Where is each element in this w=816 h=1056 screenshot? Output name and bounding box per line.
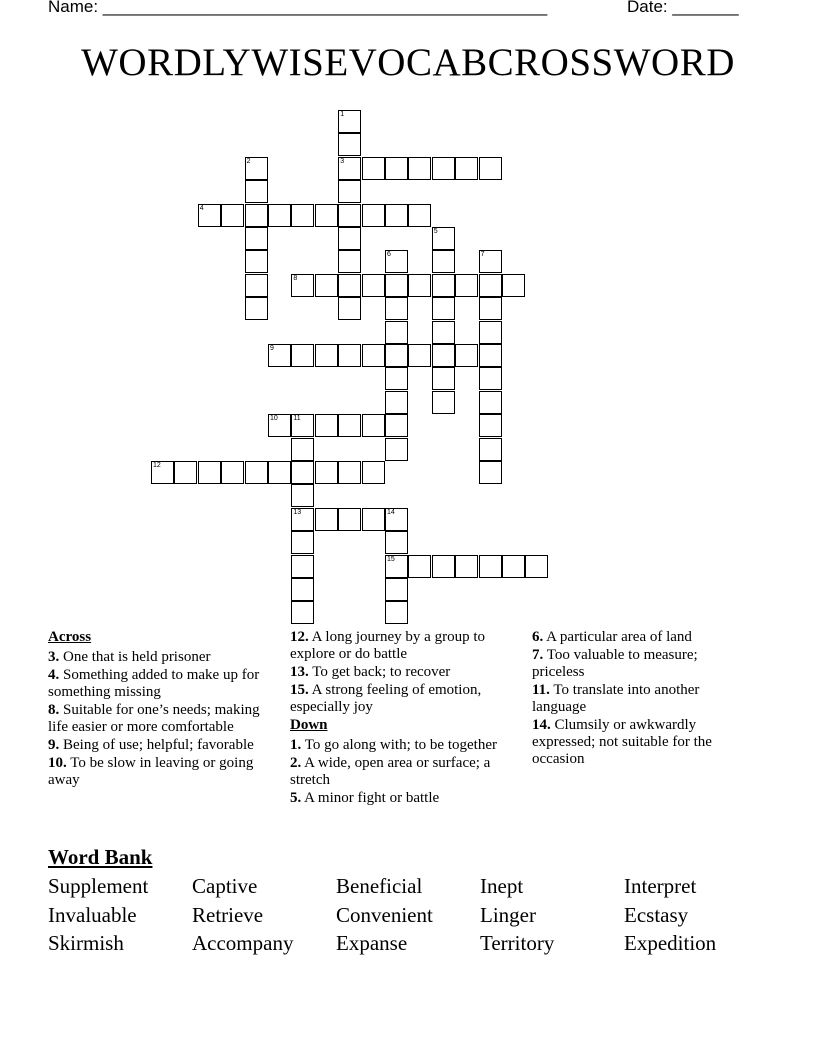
clue-down-2: 2. A wide, open area or surface; a stretch <box>290 755 491 788</box>
crossword-cell[interactable] <box>502 274 525 297</box>
crossword-cell[interactable] <box>408 555 431 578</box>
crossword-cell[interactable] <box>432 555 455 578</box>
crossword-cell[interactable] <box>455 344 478 367</box>
crossword-cell[interactable] <box>315 414 338 437</box>
crossword-cell[interactable] <box>385 531 408 554</box>
crossword-cell[interactable] <box>338 344 361 367</box>
crossword-cell[interactable] <box>174 461 197 484</box>
crossword-cell[interactable] <box>408 157 431 180</box>
crossword-cell[interactable] <box>291 414 314 437</box>
crossword-cell[interactable] <box>479 250 502 273</box>
cell-number: 5 <box>433 228 438 235</box>
cell-number: 4 <box>199 204 204 212</box>
clues-column-2 <box>290 629 518 808</box>
crossword-cell[interactable] <box>268 344 291 367</box>
puzzle-title: WORDLYWISEVOCABCROSSWORD <box>81 41 735 84</box>
crossword-cell[interactable] <box>385 578 408 601</box>
crossword-cell[interactable] <box>479 274 502 297</box>
clue-down-14: 14. Clumsily or awkwardly expressed; not suitable for the occasion <box>532 717 712 767</box>
word-bank-word: Skirmish <box>48 931 124 955</box>
word-bank-word: Captive <box>192 874 258 898</box>
crossword-cell[interactable] <box>479 344 502 367</box>
crossword-cell[interactable] <box>291 438 314 461</box>
crossword-cell[interactable] <box>385 204 408 227</box>
word-bank-word: Linger <box>480 903 536 927</box>
cell-number: 14 <box>387 508 395 516</box>
crossword-cell[interactable] <box>479 157 502 180</box>
cell-number: 8 <box>293 274 298 282</box>
crossword-cell[interactable] <box>338 133 361 156</box>
crossword-cell[interactable] <box>245 297 268 320</box>
crossword-cell[interactable] <box>245 157 268 180</box>
clue-down-6: 6. A particular area of land <box>532 629 692 645</box>
crossword-cell[interactable] <box>362 157 385 180</box>
crossword-cell[interactable] <box>362 461 385 484</box>
crossword-cell[interactable] <box>385 438 408 461</box>
crossword-cell[interactable] <box>338 274 361 297</box>
crossword-cell[interactable] <box>245 461 268 484</box>
crossword-cell[interactable] <box>479 391 502 414</box>
crossword-cell[interactable] <box>338 250 361 273</box>
crossword-cell[interactable] <box>291 274 314 297</box>
word-bank-word: Expedition <box>624 931 717 955</box>
crossword-cell[interactable] <box>291 555 314 578</box>
crossword-cell[interactable] <box>221 204 244 227</box>
clue-across-8: 8. Suitable for one’s needs; making life easier or more comfortable <box>48 702 260 735</box>
across-heading: Across <box>48 629 92 645</box>
crossword-cell[interactable] <box>479 321 502 344</box>
crossword-cell[interactable] <box>455 274 478 297</box>
cell-number: 10 <box>270 415 278 423</box>
word-bank-word: Convenient <box>336 903 433 927</box>
crossword-cell[interactable] <box>502 555 525 578</box>
crossword-cell[interactable] <box>432 250 455 273</box>
crossword-cell[interactable] <box>479 438 502 461</box>
crossword-cell[interactable] <box>479 367 502 390</box>
crossword-cell[interactable] <box>362 508 385 531</box>
crossword-cell[interactable] <box>221 461 244 484</box>
crossword-cell[interactable] <box>455 555 478 578</box>
crossword-cell[interactable] <box>385 321 408 344</box>
crossword-cell[interactable] <box>385 391 408 414</box>
crossword-cell[interactable] <box>338 157 361 180</box>
cell-number: 11 <box>293 415 301 423</box>
crossword-cell[interactable] <box>385 297 408 320</box>
crossword-cell[interactable] <box>245 227 268 250</box>
crossword-cell[interactable] <box>432 367 455 390</box>
cell-number: 9 <box>270 345 274 352</box>
crossword-cell[interactable] <box>362 414 385 437</box>
clue-across-13: 13. To get back; to recover <box>290 664 451 680</box>
cell-number: 1 <box>340 111 345 118</box>
crossword-cell[interactable] <box>338 227 361 250</box>
crossword-cell[interactable] <box>432 157 455 180</box>
word-bank-word: Ecstasy <box>624 903 689 927</box>
crossword-cell[interactable] <box>432 391 455 414</box>
crossword-cell[interactable] <box>291 578 314 601</box>
crossword-cell[interactable] <box>291 601 314 624</box>
crossword-cell[interactable] <box>385 274 408 297</box>
cell-number: 2 <box>246 157 251 165</box>
word-bank-word: Supplement <box>48 874 149 898</box>
crossword-cell[interactable] <box>291 484 314 507</box>
crossword-cell[interactable] <box>245 250 268 273</box>
cell-number: 12 <box>153 462 161 469</box>
clue-across-10: 10. To be slow in leaving or going away <box>48 755 254 788</box>
clue-down-5: 5. A minor fight or battle <box>290 790 440 806</box>
word-bank-word: Interpret <box>624 874 697 898</box>
crossword-cell[interactable] <box>291 508 314 531</box>
word-bank-word: Territory <box>480 931 555 955</box>
crossword-cell[interactable] <box>291 204 314 227</box>
crossword-cell[interactable] <box>245 204 268 227</box>
crossword-cell[interactable] <box>408 344 431 367</box>
crossword-cell[interactable] <box>479 414 502 437</box>
cell-number: 13 <box>293 508 302 516</box>
crossword-cell[interactable] <box>479 297 502 320</box>
crossword-cell[interactable] <box>315 274 338 297</box>
crossword-cell[interactable] <box>362 204 385 227</box>
crossword-cell[interactable] <box>362 344 385 367</box>
crossword-cell[interactable] <box>338 204 361 227</box>
cell-number: 6 <box>387 251 391 259</box>
crossword-cell[interactable] <box>385 414 408 437</box>
crossword-cell[interactable] <box>245 274 268 297</box>
crossword-cell[interactable] <box>525 555 548 578</box>
crossword-cell[interactable] <box>338 414 361 437</box>
crossword-cell[interactable] <box>432 344 455 367</box>
crossword-cell[interactable] <box>315 204 338 227</box>
down-heading: Down <box>290 717 328 733</box>
crossword-cell[interactable] <box>198 204 221 227</box>
name-line: Name: _______________________________________________ <box>48 0 548 16</box>
crossword-cell[interactable] <box>432 297 455 320</box>
word-bank-word: Invaluable <box>48 903 137 927</box>
crossword-cell[interactable] <box>432 227 455 250</box>
clues-column-3 <box>532 629 752 769</box>
clue-across-4: 4. Something added to make up for something missing <box>48 667 260 700</box>
crossword-cell[interactable] <box>385 601 408 624</box>
word-bank-word: Accompany <box>192 931 294 955</box>
crossword-cell[interactable] <box>291 344 314 367</box>
crossword-cell[interactable] <box>245 180 268 203</box>
crossword-cell[interactable] <box>385 344 408 367</box>
crossword-cell[interactable] <box>385 250 408 273</box>
crossword-cell[interactable] <box>385 555 408 578</box>
crossword-cell[interactable] <box>455 157 478 180</box>
word-bank-heading: Word Bank <box>48 845 153 869</box>
crossword-cell[interactable] <box>315 461 338 484</box>
crossword-cell[interactable] <box>338 297 361 320</box>
date-line: Date: _______ <box>627 0 739 16</box>
crossword-cell[interactable] <box>291 461 314 484</box>
crossword-cell[interactable] <box>385 367 408 390</box>
crossword-cell[interactable] <box>432 274 455 297</box>
crossword-cell[interactable] <box>338 110 361 133</box>
clue-across-3: 3. One that is held prisoner <box>48 649 211 665</box>
crossword-cell[interactable] <box>338 180 361 203</box>
clue-across-9: 9. Being of use; helpful; favorable <box>48 737 254 753</box>
crossword-cell[interactable] <box>338 508 361 531</box>
crossword-cell[interactable] <box>315 344 338 367</box>
cell-number: 3 <box>340 157 345 165</box>
word-bank-word: Retrieve <box>192 903 264 927</box>
crossword-cell[interactable] <box>338 461 361 484</box>
word-bank-word: Beneficial <box>336 874 423 898</box>
crossword-cell[interactable] <box>385 508 408 531</box>
crossword-cell[interactable] <box>479 461 502 484</box>
clue-down-7: 7. Too valuable to measure; priceless <box>532 647 698 680</box>
clue-down-1: 1. To go along with; to be together <box>290 737 497 753</box>
clues-column-1 <box>48 629 263 790</box>
clue-down-11: 11. To translate into another language <box>532 682 700 715</box>
cell-number: 15 <box>387 555 395 563</box>
cell-number: 7 <box>480 251 485 259</box>
word-bank-word: Expanse <box>336 931 408 955</box>
crossword-cell[interactable] <box>432 321 455 344</box>
crossword-cell[interactable] <box>268 204 291 227</box>
crossword-cell[interactable] <box>268 461 291 484</box>
crossword-cell[interactable] <box>291 531 314 554</box>
crossword-cell[interactable] <box>151 461 174 484</box>
crossword-cell[interactable] <box>315 508 338 531</box>
crossword-cell[interactable] <box>479 555 502 578</box>
clue-across-12: 12. A long journey by a group to explore or do battle <box>290 629 485 662</box>
crossword-cell[interactable] <box>268 414 291 437</box>
crossword-cell[interactable] <box>362 274 385 297</box>
crossword-cell[interactable] <box>408 274 431 297</box>
crossword-cell[interactable] <box>198 461 221 484</box>
crossword-cell[interactable] <box>408 204 431 227</box>
word-bank-word: Inept <box>480 874 524 898</box>
clue-across-15: 15. A strong feeling of emotion, especially joy <box>290 682 482 715</box>
crossword-cell[interactable] <box>385 157 408 180</box>
